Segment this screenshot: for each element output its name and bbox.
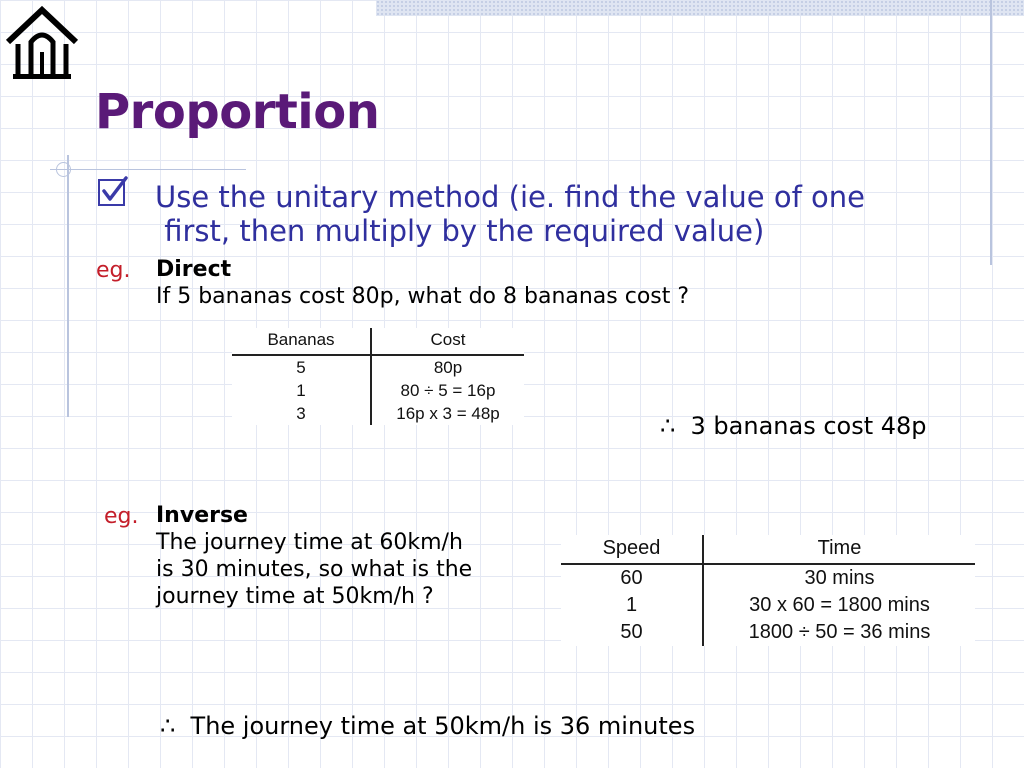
table-row [561,592,975,619]
inverse-question-line-1: The journey time at 60km/h [156,530,463,555]
divider-vertical [990,0,992,265]
table-cell: 30 x 60 = 1800 mins [749,594,930,616]
direct-conclusion: ∴ 3 bananas cost 48p [660,412,927,440]
crosshair-ring [56,162,71,177]
direct-heading: Direct [156,257,232,282]
bullet-line-1: Use the unitary method (ie. find the value of one [155,180,865,214]
inverse-table [561,535,975,646]
checkbox-checked-icon [97,176,128,207]
table-cell: 3 [232,402,371,425]
direct-table [232,328,524,425]
inverse-question-line-2: is 30 minutes, so what is the [156,557,473,582]
bullet-text [155,180,865,248]
table-cell: 1 [232,379,371,402]
table-cell: 1800 ÷ 50 = 36 mins [748,621,931,643]
divider-left [67,155,69,417]
table-cell: 30 mins [804,567,875,589]
table-header-row [561,535,975,564]
eg-label-inverse: eg. [104,504,139,529]
table-cell: 60 [561,564,703,592]
table-row [232,379,524,402]
table-row [232,402,524,425]
table-header-row [232,328,524,355]
home-icon[interactable] [2,4,82,80]
inverse-heading: Inverse [156,503,248,528]
table-cell: 80p [433,358,463,377]
header-band [376,0,1024,16]
inverse-question [156,529,472,610]
table-header: Time [703,535,975,564]
table-row [232,355,524,379]
table-cell: 1 [561,592,703,619]
table-cell: 80 ÷ 5 = 16p [400,381,496,400]
inverse-conclusion: ∴ The journey time at 50km/h is 36 minutes [160,712,696,740]
eg-label-direct: eg. [96,258,131,283]
table-cell: 50 [561,619,703,646]
table-cell: 5 [232,355,371,379]
table-header: Speed [561,535,703,564]
table-row [561,619,975,646]
divider-horizontal [50,169,246,170]
table-cell: 16p x 3 = 48p [396,404,500,423]
direct-question: If 5 bananas cost 80p, what do 8 bananas cost ? [156,284,690,309]
inverse-question-line-3: journey time at 50km/h ? [156,584,434,609]
table-header: Bananas [232,328,371,355]
slide-title: Proportion [95,84,380,140]
table-header: Cost [371,328,524,355]
table-row [561,564,975,592]
bullet-line-2: first, then multiply by the required value) [155,214,765,248]
